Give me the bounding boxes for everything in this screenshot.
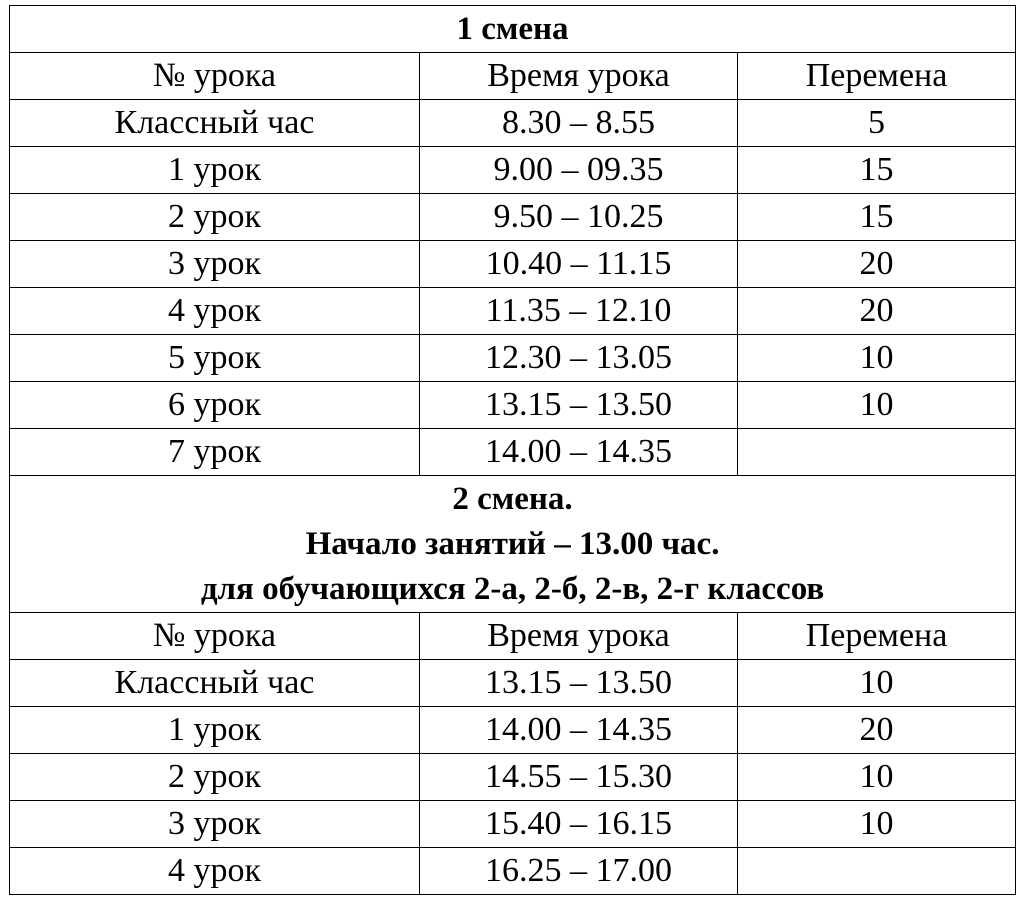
table-row xyxy=(10,147,1016,194)
break-cell: 20 xyxy=(738,241,1016,288)
break-cell: 5 xyxy=(738,100,1016,147)
table-row xyxy=(10,801,1016,848)
break-cell: 10 xyxy=(738,801,1016,848)
lesson-cell: 6 урок xyxy=(10,382,420,429)
schedule-body xyxy=(10,6,1016,895)
break-cell xyxy=(738,848,1016,895)
break-cell: 20 xyxy=(738,707,1016,754)
break-cell: 20 xyxy=(738,288,1016,335)
break-cell: 15 xyxy=(738,194,1016,241)
time-cell: 12.30 – 13.05 xyxy=(420,335,738,382)
time-cell: 16.25 – 17.00 xyxy=(420,848,738,895)
time-cell: 8.30 – 8.55 xyxy=(420,100,738,147)
time-cell: 9.50 – 10.25 xyxy=(420,194,738,241)
break-cell: 10 xyxy=(738,754,1016,801)
table-row xyxy=(10,100,1016,147)
table-row xyxy=(10,382,1016,429)
lesson-cell: 2 урок xyxy=(10,194,420,241)
column-header-break: Перемена xyxy=(738,613,1016,660)
lesson-cell: 3 урок xyxy=(10,801,420,848)
time-cell: 14.55 – 15.30 xyxy=(420,754,738,801)
table-row xyxy=(10,707,1016,754)
time-cell: 11.35 – 12.10 xyxy=(420,288,738,335)
shift2-start-time-line: Начало занятий – 13.00 час. xyxy=(305,525,720,562)
table-row xyxy=(10,335,1016,382)
time-cell: 13.15 – 13.50 xyxy=(420,382,738,429)
lesson-cell: 2 урок xyxy=(10,754,420,801)
shift2-title-row xyxy=(10,476,1016,613)
table-row xyxy=(10,241,1016,288)
time-cell: 14.00 – 14.35 xyxy=(420,429,738,476)
column-header-time: Время урока xyxy=(420,613,738,660)
break-cell: 15 xyxy=(738,147,1016,194)
lesson-cell: 3 урок xyxy=(10,241,420,288)
lesson-cell: 1 урок xyxy=(10,707,420,754)
column-header-lesson: № урока xyxy=(10,613,420,660)
time-cell: 13.15 – 13.50 xyxy=(420,660,738,707)
schedule-table xyxy=(9,5,1016,895)
shift2-classes-line: для обучающихся 2-а, 2-б, 2-в, 2-г классов xyxy=(200,570,825,607)
table-row xyxy=(10,194,1016,241)
break-cell: 10 xyxy=(738,335,1016,382)
shift2-title-line: 2 смена. xyxy=(452,480,573,517)
table-row xyxy=(10,754,1016,801)
lesson-cell: Классный час xyxy=(10,660,420,707)
shift1-title-row xyxy=(10,6,1016,53)
time-cell: 15.40 – 16.15 xyxy=(420,801,738,848)
lesson-cell: 4 урок xyxy=(10,848,420,895)
column-header-time: Время урока xyxy=(420,53,738,100)
break-cell: 10 xyxy=(738,382,1016,429)
table-row xyxy=(10,848,1016,895)
break-cell xyxy=(738,429,1016,476)
column-header-break: Перемена xyxy=(738,53,1016,100)
shift1-header-row xyxy=(10,53,1016,100)
lesson-cell: 1 урок xyxy=(10,147,420,194)
shift1-title: 1 смена xyxy=(10,6,1016,53)
table-row xyxy=(10,288,1016,335)
time-cell: 10.40 – 11.15 xyxy=(420,241,738,288)
break-cell: 10 xyxy=(738,660,1016,707)
time-cell: 9.00 – 09.35 xyxy=(420,147,738,194)
lesson-cell: 7 урок xyxy=(10,429,420,476)
lesson-cell: Классный час xyxy=(10,100,420,147)
table-row xyxy=(10,660,1016,707)
column-header-lesson: № урока xyxy=(10,53,420,100)
lesson-cell: 5 урок xyxy=(10,335,420,382)
shift2-header-row xyxy=(10,613,1016,660)
table-row xyxy=(10,429,1016,476)
lesson-cell: 4 урок xyxy=(10,288,420,335)
shift2-title xyxy=(10,476,1016,613)
time-cell: 14.00 – 14.35 xyxy=(420,707,738,754)
